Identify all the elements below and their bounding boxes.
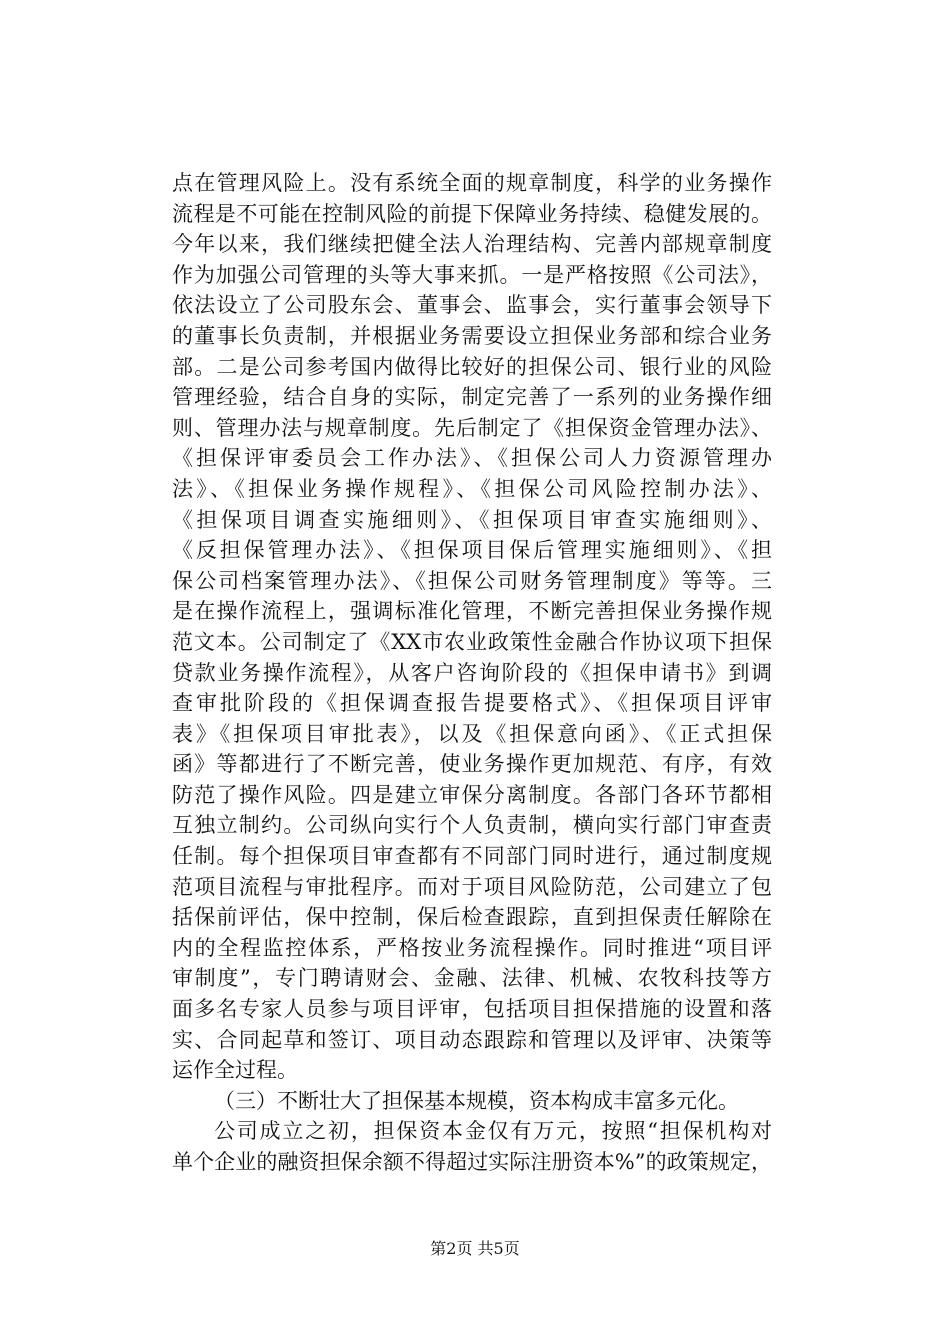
text-line: 查审批阶段的《担保调查报告提要格式》、《担保项目评审 — [172, 691, 772, 716]
page-footer: 第2页 共5页 — [430, 1239, 520, 1258]
text-line: 范文本。公司制定了《XX市农业政策性金融合作协议项下担保 — [172, 629, 772, 654]
text-line: 流程是不可能在控制风险的前提下保障业务持续、稳健发展的。 — [172, 201, 772, 226]
text-line: 《反担保管理办法》、《担保项目保后管理实施细则》、《担 — [172, 538, 772, 563]
text-line: 审制度”，专门聘请财会、金融、法律、机械、农牧科技等方 — [172, 966, 772, 991]
text-line: 《担保评审委员会工作办法》、《担保公司人力资源管理办 — [172, 446, 772, 471]
text-line: 依法设立了公司股东会、董事会、监事会，实行董事会领导下 — [172, 293, 772, 318]
text-line: 《担保项目调查实施细则》、《担保项目审查实施细则》、 — [172, 507, 772, 532]
text-line: 函》等都进行了不断完善，使业务操作更加规范、有序，有效 — [172, 752, 772, 777]
text-line: 互独立制约。公司纵向实行个人负责制，横向实行部门审查责 — [172, 813, 772, 838]
text-line: 作为加强公司管理的头等大事来抓。一是严格按照《公司法》， — [172, 262, 772, 287]
text-line: 防范了操作风险。四是建立审保分离制度。各部门各环节都相 — [172, 782, 772, 807]
text-line: 管理经验，结合自身的实际，制定完善了一系列的业务操作细 — [172, 385, 772, 410]
text-line: 任制。每个担保项目审查都有不同部门同时进行，通过制度规 — [172, 844, 772, 869]
text-line: 则、管理办法与规章制度。先后制定了《担保资金管理办法》、 — [172, 415, 772, 440]
text-line: 内的全程监控体系，严格按业务流程操作。同时推进“项目评 — [172, 935, 772, 960]
document-body — [172, 168, 772, 1178]
text-line: 是在操作流程上，强调标准化管理，不断完善担保业务操作规 — [172, 599, 772, 624]
text-line: 实、合同起草和签订、项目动态跟踪和管理以及评审、决策等 — [172, 1027, 772, 1052]
text-line: 部。二是公司参考国内做得比较好的担保公司、银行业的风险 — [172, 354, 772, 379]
text-line: 范项目流程与审批程序。而对于项目风险防范，公司建立了包 — [172, 874, 772, 899]
text-line: 面多名专家人员参与项目评审，包括项目担保措施的设置和落 — [172, 997, 772, 1022]
text-line: 运作全过程。 — [172, 1058, 298, 1083]
text-line: 括保前评估，保中控制，保后检查跟踪，直到担保责任解除在 — [172, 905, 772, 930]
text-line: 法》、《担保业务操作规程》、《担保公司风险控制办法》、 — [172, 476, 772, 501]
text-line: 表》《担保项目审批表》，以及《担保意向函》、《正式担保 — [172, 721, 772, 746]
text-line: 公司成立之初，担保资本金仅有万元，按照“担保机构对 — [214, 1119, 772, 1144]
section-heading: （三）不断壮大了担保基本规模，资本构成丰富多元化。 — [214, 1088, 739, 1113]
text-line: 单个企业的融资担保余额不得超过实际注册资本%”的政策规定， — [172, 1150, 772, 1174]
text-line: 贷款业务操作流程》，从客户咨询阶段的《担保申请书》到调 — [172, 660, 772, 685]
text-line: 保公司档案管理办法》、《担保公司财务管理制度》等等。三 — [172, 568, 772, 593]
text-line: 的董事长负责制，并根据业务需要设立担保业务部和综合业务 — [172, 323, 772, 348]
text-line: 点在管理风险上。没有系统全面的规章制度，科学的业务操作 — [172, 171, 772, 195]
text-line: 今年以来，我们继续把健全法人治理结构、完善内部规章制度 — [172, 232, 772, 257]
